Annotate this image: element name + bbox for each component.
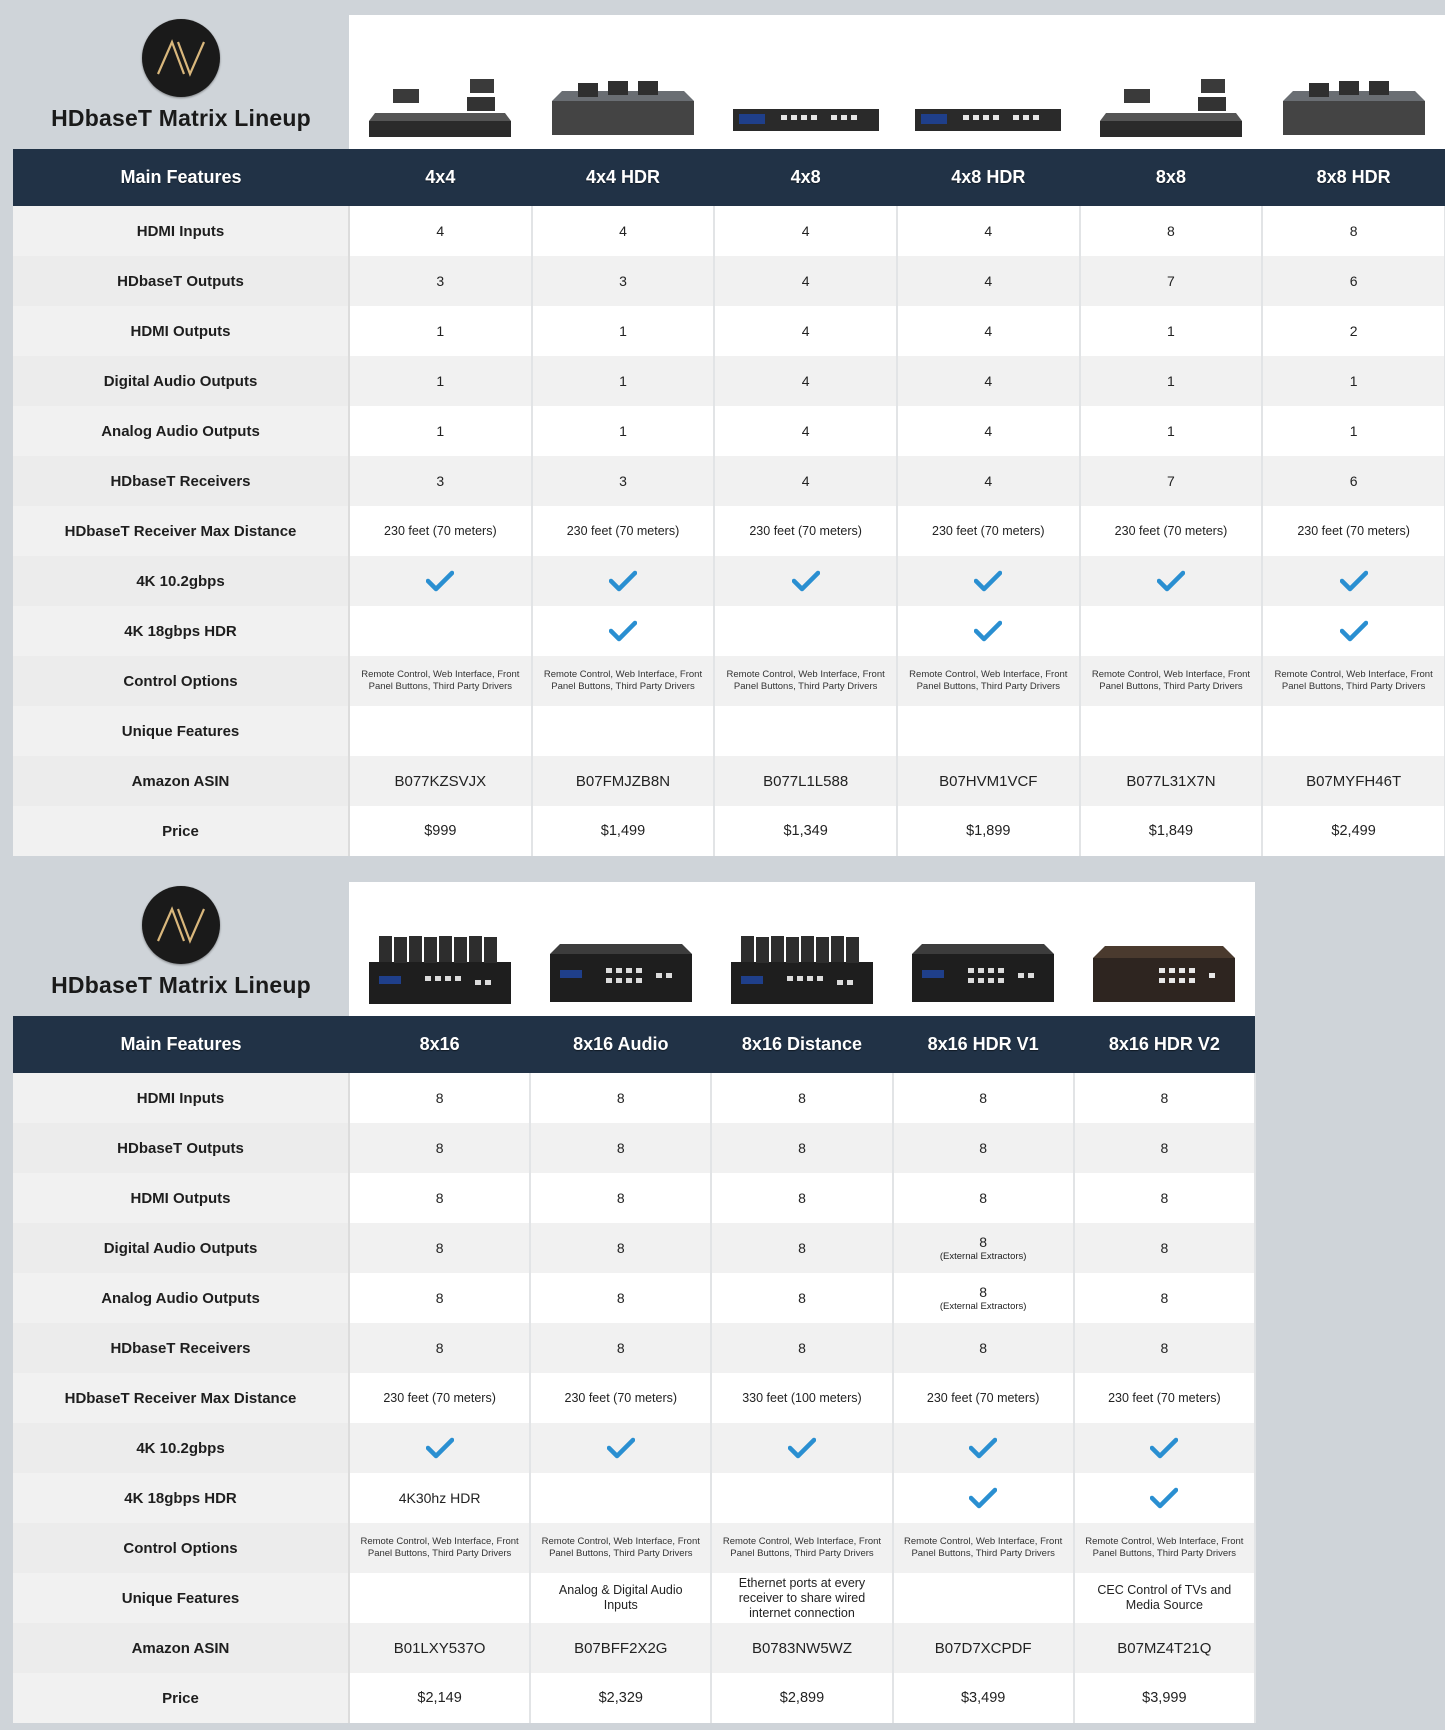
- logo-area: [13, 882, 349, 1016]
- table-row: [13, 506, 1445, 556]
- table-cell: $2,499: [1262, 806, 1445, 856]
- table-cell: 8: [1074, 1073, 1255, 1123]
- table-cell: 1: [1262, 406, 1445, 456]
- table-cell: 1: [1080, 406, 1263, 456]
- table-cell: 8: [1262, 206, 1445, 256]
- checkmark-icon: [788, 1437, 816, 1459]
- table-cell: 8: [711, 1123, 892, 1173]
- table-row: [13, 1523, 1255, 1573]
- cell-note: (External Extractors): [939, 1251, 1027, 1262]
- table-row: [13, 1223, 1255, 1273]
- hdbaset-matrix-device-icon: [546, 918, 696, 1008]
- table-cell: 3: [349, 456, 532, 506]
- column-header-model: 4x4: [349, 149, 532, 206]
- table-header-row: [13, 149, 1445, 206]
- table-row: [13, 256, 1445, 306]
- product-image: [893, 882, 1074, 1016]
- table-cell: Remote Control, Web Interface, Front Panel Buttons, Third Party Drivers: [897, 656, 1080, 706]
- comparison-table: [13, 149, 1445, 856]
- table-cell: 1: [349, 356, 532, 406]
- table-cell: 8: [1080, 206, 1263, 256]
- hdbaset-matrix-device-icon: [1089, 918, 1239, 1008]
- table-cell: Remote Control, Web Interface, Front Panel Buttons, Third Party Drivers: [714, 656, 897, 706]
- table-cell: 6: [1262, 256, 1445, 306]
- table-cell: [349, 606, 532, 656]
- column-header-features: Main Features: [13, 1016, 349, 1073]
- table-cell: Remote Control, Web Interface, Front Panel Buttons, Third Party Drivers: [532, 656, 715, 706]
- table-cell: B07MYFH46T: [1262, 756, 1445, 806]
- feature-label: HDbaseT Receivers: [13, 456, 349, 506]
- table-cell: $2,329: [530, 1673, 711, 1723]
- checkmark-icon: [974, 570, 1002, 592]
- table-cell: 8: [1074, 1323, 1255, 1373]
- table-cell: 8: [1074, 1173, 1255, 1223]
- table-cell: $999: [349, 806, 532, 856]
- feature-label: Unique Features: [13, 706, 349, 756]
- checkmark-icon: [609, 620, 637, 642]
- table-cell: [349, 1573, 530, 1623]
- table-cell: 4: [349, 206, 532, 256]
- table-cell: [1074, 1423, 1255, 1473]
- table-row: [13, 306, 1445, 356]
- product-images: [349, 15, 1445, 149]
- table-cell: 4: [897, 306, 1080, 356]
- table-cell: 8: [530, 1223, 711, 1273]
- feature-label: Control Options: [13, 1523, 349, 1573]
- checkmark-icon: [1157, 570, 1185, 592]
- lineup-title: HDbaseT Matrix Lineup: [51, 972, 311, 998]
- checkmark-icon: [969, 1437, 997, 1459]
- table-cell: $1,849: [1080, 806, 1263, 856]
- table-row: [13, 556, 1445, 606]
- table-cell: [349, 1423, 530, 1473]
- table-cell: 1: [349, 306, 532, 356]
- table-cell: B01LXY537O: [349, 1623, 530, 1673]
- table-row: [13, 1373, 1255, 1423]
- table-cell: $3,999: [1074, 1673, 1255, 1723]
- table-cell: 8: [349, 1273, 530, 1323]
- table-cell: 4: [897, 206, 1080, 256]
- table-cell: 8: [530, 1273, 711, 1323]
- table-cell: 8: [530, 1323, 711, 1373]
- table-cell: [530, 1423, 711, 1473]
- table-cell: 1: [1080, 306, 1263, 356]
- feature-label: Unique Features: [13, 1573, 349, 1623]
- lineup-panel-2: [13, 882, 1255, 1723]
- table-cell: 1: [532, 356, 715, 406]
- table-cell: [1080, 606, 1263, 656]
- table-row: [13, 1173, 1255, 1223]
- column-header-model: 8x16 HDR V1: [893, 1016, 1074, 1073]
- checkmark-icon: [792, 570, 820, 592]
- table-cell: [893, 1573, 1074, 1623]
- column-header-model: 8x8 HDR: [1262, 149, 1445, 206]
- hdbaset-matrix-device-icon: [365, 918, 515, 1008]
- checkmark-icon: [974, 620, 1002, 642]
- table-cell: 8: [530, 1123, 711, 1173]
- feature-label: HDbaseT Outputs: [13, 256, 349, 306]
- table-cell: 6: [1262, 456, 1445, 506]
- column-header-model: 8x16 HDR V2: [1074, 1016, 1255, 1073]
- checkmark-icon: [609, 570, 637, 592]
- hdbaset-matrix-device-icon: [727, 918, 877, 1008]
- checkmark-icon: [426, 570, 454, 592]
- checkmark-icon: [1150, 1437, 1178, 1459]
- feature-label: Analog Audio Outputs: [13, 406, 349, 456]
- table-cell: 1: [1262, 356, 1445, 406]
- table-cell: 4: [714, 356, 897, 406]
- table-cell: [714, 556, 897, 606]
- table-cell: 230 feet (70 meters): [893, 1373, 1074, 1423]
- checkmark-icon: [1150, 1487, 1178, 1509]
- table-cell: [714, 606, 897, 656]
- table-cell: $3,499: [893, 1673, 1074, 1723]
- table-row: [13, 1473, 1255, 1523]
- table-cell: 8: [711, 1223, 892, 1273]
- hdbaset-matrix-device-icon: [913, 51, 1063, 141]
- table-cell: [711, 1473, 892, 1523]
- table-cell: Remote Control, Web Interface, Front Panel Buttons, Third Party Drivers: [893, 1523, 1074, 1573]
- table-row: [13, 756, 1445, 806]
- table-cell: $2,899: [711, 1673, 892, 1723]
- table-cell: 7: [1080, 256, 1263, 306]
- column-header-model: 4x8: [714, 149, 897, 206]
- table-cell: 4: [897, 456, 1080, 506]
- lineup-panel-1: [13, 15, 1445, 856]
- hdbaset-matrix-device-icon: [1096, 51, 1246, 141]
- hdbaset-matrix-device-icon: [548, 51, 698, 141]
- table-row: [13, 456, 1445, 506]
- product-image: [349, 882, 530, 1016]
- hdbaset-matrix-device-icon: [908, 918, 1058, 1008]
- table-row: [13, 356, 1445, 406]
- table-cell: Remote Control, Web Interface, Front Panel Buttons, Third Party Drivers: [530, 1523, 711, 1573]
- table-cell: Remote Control, Web Interface, Front Panel Buttons, Third Party Drivers: [1080, 656, 1263, 706]
- product-image: [1262, 15, 1445, 149]
- table-cell: 3: [532, 256, 715, 306]
- table-cell: B077L1L588: [714, 756, 897, 806]
- table-row: [13, 406, 1445, 456]
- feature-label: Digital Audio Outputs: [13, 356, 349, 406]
- table-cell: 1: [349, 406, 532, 456]
- feature-label: Digital Audio Outputs: [13, 1223, 349, 1273]
- table-cell: 230 feet (70 meters): [349, 1373, 530, 1423]
- feature-label: Price: [13, 1673, 349, 1723]
- table-cell: 230 feet (70 meters): [897, 506, 1080, 556]
- table-cell: B07MZ4T21Q: [1074, 1623, 1255, 1673]
- table-cell: 8: [893, 1123, 1074, 1173]
- checkmark-icon: [426, 1437, 454, 1459]
- table-cell: [1262, 556, 1445, 606]
- table-cell: [1080, 556, 1263, 606]
- table-cell: 4: [714, 406, 897, 456]
- checkmark-icon: [1340, 620, 1368, 642]
- column-header-model: 4x4 HDR: [532, 149, 715, 206]
- checkmark-icon: [1340, 570, 1368, 592]
- cell-note: (External Extractors): [939, 1301, 1027, 1312]
- product-image: [532, 15, 715, 149]
- feature-label: HDMI Inputs: [13, 1073, 349, 1123]
- table-row: [13, 656, 1445, 706]
- table-cell: [530, 1473, 711, 1523]
- table-cell: B077L31X7N: [1080, 756, 1263, 806]
- table-cell: 230 feet (70 meters): [1262, 506, 1445, 556]
- feature-label: Control Options: [13, 656, 349, 706]
- checkmark-icon: [969, 1487, 997, 1509]
- table-cell: [349, 706, 532, 756]
- feature-label: Amazon ASIN: [13, 1623, 349, 1673]
- product-image: [530, 882, 711, 1016]
- table-cell: 1: [532, 406, 715, 456]
- checkmark-icon: [607, 1437, 635, 1459]
- table-cell: 4: [714, 206, 897, 256]
- table-cell: [349, 556, 532, 606]
- table-cell: [1262, 606, 1445, 656]
- comparison-table: [13, 1016, 1256, 1723]
- table-cell: B07HVM1VCF: [897, 756, 1080, 806]
- table-cell: [711, 1423, 892, 1473]
- table-header-row: [13, 1016, 1255, 1073]
- av-logo-icon: [142, 19, 220, 97]
- table-row: [13, 206, 1445, 256]
- table-cell: [1262, 706, 1445, 756]
- column-header-model: 4x8 HDR: [897, 149, 1080, 206]
- banner: [13, 882, 1255, 1016]
- feature-label: 4K 10.2gbps: [13, 556, 349, 606]
- table-cell: 230 feet (70 meters): [714, 506, 897, 556]
- feature-label: HDbaseT Receiver Max Distance: [13, 1373, 349, 1423]
- table-cell: 4: [897, 406, 1080, 456]
- table-cell: B07D7XCPDF: [893, 1623, 1074, 1673]
- table-cell: 8: [711, 1173, 892, 1223]
- table-cell: 4: [714, 306, 897, 356]
- hdbaset-matrix-device-icon: [1279, 51, 1429, 141]
- table-cell: [532, 706, 715, 756]
- table-cell: CEC Control of TVs and Media Source: [1074, 1573, 1255, 1623]
- product-images: [349, 882, 1255, 1016]
- table-row: [13, 1423, 1255, 1473]
- table-cell: 8: [349, 1223, 530, 1273]
- table-cell: [893, 1223, 1074, 1273]
- table-cell: [1080, 706, 1263, 756]
- table-cell: 8: [711, 1073, 892, 1123]
- banner: [13, 15, 1445, 149]
- column-header-features: Main Features: [13, 149, 349, 206]
- table-cell: [1074, 1473, 1255, 1523]
- table-cell: Remote Control, Web Interface, Front Panel Buttons, Third Party Drivers: [1262, 656, 1445, 706]
- table-cell: $1,499: [532, 806, 715, 856]
- table-cell: 8: [349, 1073, 530, 1123]
- table-cell: 8: [349, 1123, 530, 1173]
- table-cell: B0783NW5WZ: [711, 1623, 892, 1673]
- table-cell: [893, 1473, 1074, 1523]
- table-cell: Analog & Digital Audio Inputs: [530, 1573, 711, 1623]
- table-cell: B07BFF2X2G: [530, 1623, 711, 1673]
- table-cell: 8: [1074, 1273, 1255, 1323]
- table-row: [13, 1623, 1255, 1673]
- feature-label: HDbaseT Receivers: [13, 1323, 349, 1373]
- table-row: [13, 1573, 1255, 1623]
- table-cell: 3: [532, 456, 715, 506]
- table-cell: [893, 1423, 1074, 1473]
- column-header-model: 8x16 Distance: [711, 1016, 892, 1073]
- table-cell: 230 feet (70 meters): [530, 1373, 711, 1423]
- table-cell: [897, 606, 1080, 656]
- table-cell: B07FMJZB8N: [532, 756, 715, 806]
- table-cell: 230 feet (70 meters): [532, 506, 715, 556]
- table-cell: 8: [893, 1073, 1074, 1123]
- feature-label: HDbaseT Outputs: [13, 1123, 349, 1173]
- table-cell: Remote Control, Web Interface, Front Panel Buttons, Third Party Drivers: [349, 656, 532, 706]
- feature-label: HDMI Outputs: [13, 306, 349, 356]
- table-row: [13, 1073, 1255, 1123]
- table-cell: 1: [1080, 356, 1263, 406]
- table-cell: [897, 706, 1080, 756]
- table-cell: $1,349: [714, 806, 897, 856]
- product-image: [349, 15, 532, 149]
- table-cell: Ethernet ports at every receiver to share wired internet connection: [711, 1573, 892, 1623]
- product-image: [1074, 882, 1255, 1016]
- table-cell: 8: [893, 1323, 1074, 1373]
- table-cell: 4: [532, 206, 715, 256]
- feature-label: HDMI Inputs: [13, 206, 349, 256]
- table-cell: 4: [897, 256, 1080, 306]
- table-cell: 8: [530, 1073, 711, 1123]
- column-header-model: 8x16: [349, 1016, 530, 1073]
- table-row: [13, 706, 1445, 756]
- table-cell: 8: [1074, 1223, 1255, 1273]
- hdbaset-matrix-device-icon: [731, 51, 881, 141]
- feature-label: 4K 18gbps HDR: [13, 606, 349, 656]
- product-image: [1080, 15, 1263, 149]
- feature-label: HDbaseT Receiver Max Distance: [13, 506, 349, 556]
- table-cell: 4: [897, 356, 1080, 406]
- table-cell: Remote Control, Web Interface, Front Panel Buttons, Third Party Drivers: [1074, 1523, 1255, 1573]
- cell-value: 8: [979, 1234, 988, 1250]
- feature-label: 4K 18gbps HDR: [13, 1473, 349, 1523]
- table-cell: [897, 556, 1080, 606]
- hdbaset-matrix-device-icon: [365, 51, 515, 141]
- table-cell: [532, 606, 715, 656]
- table-cell: $1,899: [897, 806, 1080, 856]
- table-cell: 230 feet (70 meters): [349, 506, 532, 556]
- table-cell: 8: [711, 1323, 892, 1373]
- product-image: [714, 15, 897, 149]
- product-image: [711, 882, 892, 1016]
- table-cell: 8: [349, 1323, 530, 1373]
- table-cell: Remote Control, Web Interface, Front Panel Buttons, Third Party Drivers: [349, 1523, 530, 1573]
- table-cell: B077KZSVJX: [349, 756, 532, 806]
- table-cell: 8: [349, 1173, 530, 1223]
- product-image: [897, 15, 1080, 149]
- table-cell: 8: [711, 1273, 892, 1323]
- feature-label: HDMI Outputs: [13, 1173, 349, 1223]
- feature-label: Price: [13, 806, 349, 856]
- table-cell: 4: [714, 456, 897, 506]
- table-row: [13, 606, 1445, 656]
- table-cell: 1: [532, 306, 715, 356]
- column-header-model: 8x16 Audio: [530, 1016, 711, 1073]
- lineup-title: HDbaseT Matrix Lineup: [51, 105, 311, 131]
- table-cell: 8: [1074, 1123, 1255, 1173]
- column-header-model: 8x8: [1080, 149, 1263, 206]
- logo-area: [13, 15, 349, 149]
- table-row: [13, 1323, 1255, 1373]
- table-row: [13, 1673, 1255, 1723]
- table-cell: 230 feet (70 meters): [1074, 1373, 1255, 1423]
- feature-label: Amazon ASIN: [13, 756, 349, 806]
- table-cell: 8: [893, 1173, 1074, 1223]
- table-cell: 3: [349, 256, 532, 306]
- table-cell: 7: [1080, 456, 1263, 506]
- table-cell: [714, 706, 897, 756]
- feature-label: 4K 10.2gbps: [13, 1423, 349, 1473]
- table-cell: 230 feet (70 meters): [1080, 506, 1263, 556]
- table-cell: 4K30hz HDR: [349, 1473, 530, 1523]
- table-cell: [893, 1273, 1074, 1323]
- table-cell: 4: [714, 256, 897, 306]
- cell-value: 8: [979, 1284, 988, 1300]
- table-cell: $2,149: [349, 1673, 530, 1723]
- table-row: [13, 1273, 1255, 1323]
- table-cell: 330 feet (100 meters): [711, 1373, 892, 1423]
- av-logo-icon: [142, 886, 220, 964]
- table-cell: 2: [1262, 306, 1445, 356]
- feature-label: Analog Audio Outputs: [13, 1273, 349, 1323]
- table-cell: 8: [530, 1173, 711, 1223]
- table-cell: [532, 556, 715, 606]
- table-row: [13, 1123, 1255, 1173]
- table-cell: Remote Control, Web Interface, Front Panel Buttons, Third Party Drivers: [711, 1523, 892, 1573]
- table-row: [13, 806, 1445, 856]
